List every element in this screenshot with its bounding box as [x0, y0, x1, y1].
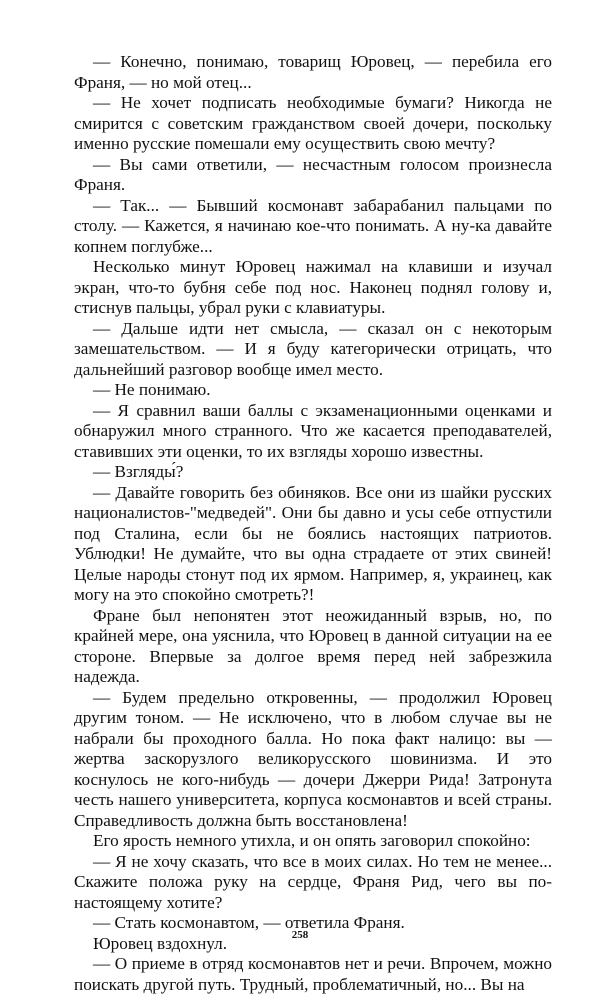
- paragraph: — Давайте говорить без обиняков. Все они из шайки русских националистов-"медведей". Они бы давно и усы себе отпустили под Сталина, если бы не боялись настоящих патриотов. Ублюдки! Не думайте, что вы одна страдаете от этих свиней! Целые народы стонут под их ярмом. Например, я, украинец, как могу на это спокойно смотреть?!: [74, 482, 552, 604]
- paragraph: — Так... — Бывший космонавт забарабанил пальцами по столу. — Кажется, я начинаю кое-что понимать. А ну-ка давайте копнем поглубже...: [74, 195, 552, 256]
- paragraph: — Я не хочу сказать, что все в моих силах. Но тем не менее... Скажите положа руку на сердце, Франя Рид, чего вы по-настоящему хотите?: [74, 851, 552, 912]
- paragraph: — Не хочет подписать необходимые бумаги? Никогда не смирится с советским гражданством своей дочери, поскольку именно русские помешали ему осуществить свою мечту?: [74, 93, 552, 153]
- paragraph: Несколько минут Юровец нажимал на клавиши и изучал экран, что-то бубня себе под нос. Наконец поднял голову и, стиснув пальцы, убрал руки с клавиатуры.: [74, 257, 552, 317]
- page-number: 258: [291, 929, 309, 941]
- paragraph: — Стать космонавтом, — ответила Франя.: [93, 913, 405, 932]
- paragraph: — Я сравнил ваши баллы с экзаменационными оценками и обнаружил много странного. Что же касается преподавателей, ставивших эти оценки, то их взгляды хорошо известны.: [74, 400, 552, 461]
- paragraph: — Вы сами ответили, — несчастным голосом произнесла Франя.: [74, 154, 552, 194]
- paragraph: Юровец вздохнул.: [93, 933, 227, 953]
- paragraph: — Конечно, понимаю, товарищ Юровец, — перебила его Франя, — но мой отец...: [74, 52, 552, 92]
- paragraph: — О приеме в отряд космонавтов нет и речи. Впрочем, можно поискать другой путь. Трудный, проблематичный, но... Вы на: [74, 954, 552, 994]
- paragraph: Фране был непонятен этот неожиданный взрыв, но, по крайней мере, она уяснила, что Юровец в данной ситуации на ее стороне. Впервые за долгое время перед ней забрезжила надежда.: [74, 605, 552, 686]
- book-page-text: [74, 52, 552, 995]
- paragraph: — Будем предельно откровенны, — продолжил Юровец другим тоном. — Не исключено, что в любом случае вы не набрали бы проходного балла. Но пока факт налицо: вы — жертва заскорузлого великорусского шовинизма. И это коснулось не кого-нибудь — дочери Джерри Рида! Затронута честь нашего университета, корпуса космонавтов и всей страны. Справедливость должна быть восстановлена!: [74, 687, 552, 830]
- paragraph: — Не понимаю.: [93, 380, 211, 399]
- paragraph: — Взгляды́?: [93, 462, 184, 481]
- paragraph: — Дальше идти нет смысла, — сказал он с некоторым замешательством. — И я буду категорически отрицать, что дальнейший разговор вообще имел место.: [74, 318, 552, 379]
- paragraph: Его ярость немного утихла, и он опять заговорил спокойно:: [93, 831, 531, 850]
